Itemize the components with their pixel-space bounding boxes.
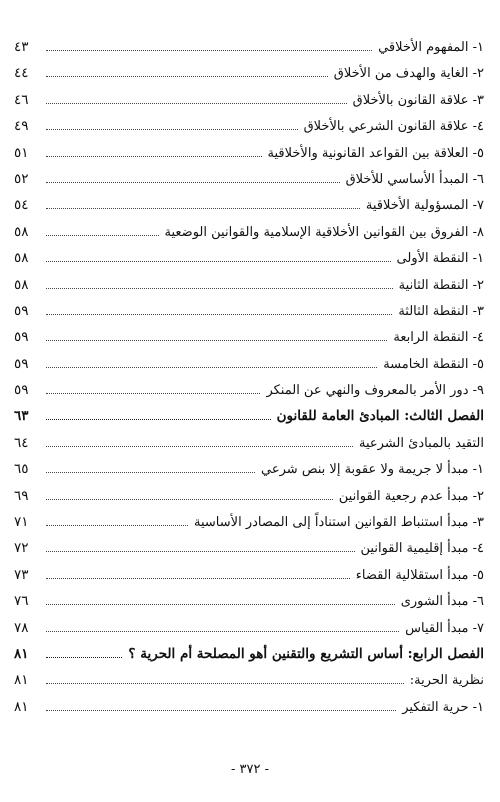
toc-entry-page: ٦٣	[14, 408, 29, 425]
toc-entry	[14, 351, 484, 377]
toc-entry	[14, 60, 484, 86]
dot-leader	[46, 463, 255, 474]
dot-leader	[46, 93, 347, 104]
toc-entry-title: التقيد بالمبادئ الشرعية	[359, 435, 484, 451]
toc-entry-title: ١- المفهوم الأخلاقي	[378, 40, 484, 55]
dot-leader	[46, 225, 159, 236]
dot-leader	[46, 647, 122, 658]
dot-leader	[46, 119, 298, 130]
toc-entry-page: ٥٢	[14, 170, 29, 187]
toc-chapter-heading	[14, 403, 484, 429]
toc-entry	[14, 483, 484, 509]
dot-leader	[46, 383, 260, 394]
toc-entry-title: ٥- العلاقة بين القواعد القانونية والأخلاقية	[267, 145, 484, 161]
dot-leader	[46, 621, 399, 632]
toc-entry-page: ٥١	[14, 144, 29, 161]
toc-entry	[14, 298, 484, 324]
toc-entry-page: ٥٨	[14, 276, 29, 293]
toc-entry	[14, 456, 484, 482]
dot-leader	[46, 40, 372, 51]
dot-leader	[46, 251, 391, 262]
toc-entry-page: ٤٩	[14, 118, 29, 135]
dot-leader	[46, 199, 360, 210]
toc-entry	[14, 615, 484, 641]
toc-entry-page: ٧٨	[14, 619, 29, 636]
toc-entry-title: ١- حرية التفكير	[402, 699, 484, 715]
toc-entry-title: ١- مبدأ لا جريمة ولا عقوبة إلا بنص شرعي	[261, 462, 484, 478]
toc-entry-title: ٦- المبدأ الأساسي للأخلاق	[345, 171, 484, 187]
toc-chapter-heading	[14, 641, 484, 667]
toc-entry-page: ٥٩	[14, 302, 29, 319]
toc-entry	[14, 219, 484, 245]
dot-leader	[46, 67, 328, 78]
toc-entry-page: ٤٤	[14, 65, 29, 82]
toc-entry	[14, 192, 484, 218]
toc-entry	[14, 667, 484, 693]
toc-entry-page: ٨١	[14, 698, 29, 715]
toc-entry-page: ٨١	[14, 645, 29, 662]
toc-entry-page: ٥٨	[14, 223, 29, 240]
dot-leader	[46, 542, 355, 553]
dot-leader	[46, 331, 387, 342]
toc-entry-page: ٧٢	[14, 540, 29, 557]
toc-entry	[14, 87, 484, 113]
toc-entry-title: الفصل الرابع: أساس التشريع والتقنين أهو المصلحة أم الحرية ؟	[128, 645, 484, 662]
toc-entry	[14, 324, 484, 350]
toc-entry	[14, 535, 484, 561]
toc-entry-title: ٢- النقطة الثانية	[398, 277, 484, 293]
toc-entry-title: ٢- مبدأ عدم رجعية القوانين	[338, 488, 484, 504]
dot-leader	[46, 674, 404, 685]
toc-entry	[14, 562, 484, 588]
toc-entry-title: ٤- علاقة القانون الشرعي بالأخلاق	[303, 119, 484, 135]
dot-leader	[46, 409, 271, 420]
dot-leader	[46, 489, 333, 500]
toc-entry-page: ٧٦	[14, 593, 29, 610]
toc-entry	[14, 588, 484, 614]
toc-entry-page: ٤٣	[14, 39, 29, 55]
toc-entry-page: ٦٩	[14, 487, 29, 504]
toc-entry	[14, 509, 484, 535]
toc-entry-title: ٥- النقطة الخامسة	[383, 356, 484, 372]
toc-entry-title: ٤- النقطة الرابعة	[393, 330, 484, 346]
toc-entry-title: الفصل الثالث: المبادئ العامة للقانون	[276, 408, 484, 425]
dot-leader	[46, 515, 188, 526]
toc-entry-title: ٢- الغاية والهدف من الأخلاق	[333, 66, 484, 82]
dot-leader	[46, 594, 395, 605]
dot-leader	[46, 436, 353, 447]
toc-entry	[14, 113, 484, 139]
toc-entry-page: ٥٩	[14, 329, 29, 346]
table-of-contents	[14, 34, 484, 720]
toc-entry-title: ١- النقطة الأولى	[396, 251, 484, 267]
toc-entry-page: ٦٥	[14, 461, 29, 478]
toc-entry-title: ٥- مبدأ استقلالية القضاء	[355, 567, 484, 583]
toc-entry	[14, 272, 484, 298]
toc-entry	[14, 694, 484, 720]
toc-entry-title: ٣- النقطة الثالثة	[398, 303, 484, 319]
toc-entry	[14, 430, 484, 456]
toc-entry-page: ٥٤	[14, 197, 29, 214]
toc-entry-page: ٨١	[14, 672, 29, 689]
toc-entry-page: ٧٣	[14, 566, 29, 583]
toc-entry	[14, 377, 484, 403]
toc-entry-title: ٤- مبدأ إقليمية القوانين	[360, 541, 484, 557]
toc-entry-page: ٥٨	[14, 250, 29, 267]
toc-entry-page: ٤٦	[14, 91, 29, 108]
toc-entry-title: ٨- الفروق بين القوانين الأخلاقية الإسلامية والقوانين الوضعية	[164, 224, 484, 240]
toc-entry	[14, 245, 484, 271]
toc-entry-title: نظرية الحرية:	[409, 673, 484, 689]
toc-entry-title: ٧- مبدأ القياس	[405, 620, 484, 636]
toc-entry	[14, 34, 484, 60]
toc-entry-page: ٧١	[14, 514, 29, 531]
page-number: - ٣٧٢ -	[230, 762, 269, 777]
toc-entry-page: ٥٩	[14, 382, 29, 399]
toc-entry	[14, 166, 484, 192]
dot-leader	[46, 700, 396, 711]
dot-leader	[46, 304, 392, 315]
dot-leader	[46, 278, 393, 289]
toc-entry-page: ٦٤	[14, 434, 29, 451]
dot-leader	[46, 146, 262, 157]
dot-leader	[46, 172, 340, 183]
toc-entry-title: ٩- دور الأمر بالمعروف والنهي عن المنكر	[266, 383, 484, 399]
toc-entry-title: ٣- علاقة القانون بالأخلاق	[352, 92, 484, 108]
dot-leader	[46, 568, 350, 579]
toc-entry-title: ٦- مبدأ الشورى	[400, 594, 484, 610]
toc-entry	[14, 140, 484, 166]
toc-entry-title: ٧- المسؤولية الأخلاقية	[365, 198, 484, 214]
toc-entry-page: ٥٩	[14, 355, 29, 372]
dot-leader	[46, 357, 377, 368]
toc-entry-title: ٣- مبدأ استنباط القوانين استناداً إلى المصادر الأساسية	[194, 515, 484, 531]
